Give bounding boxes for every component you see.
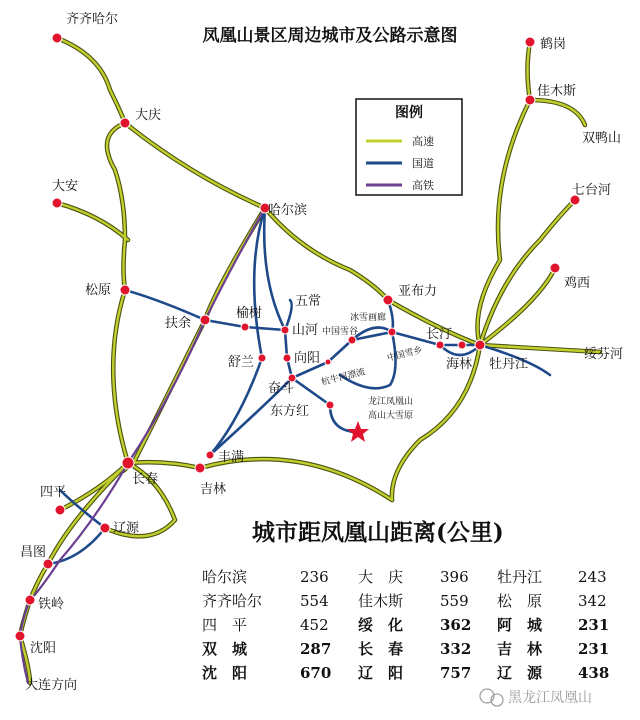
label-shenyang: 沈阳 xyxy=(30,641,57,656)
svg-text:452: 452 xyxy=(300,616,329,634)
city-marker-songyuan xyxy=(120,285,130,295)
label-fendou: 奋斗 xyxy=(268,381,295,396)
distance-row-5 xyxy=(201,664,609,682)
label-siping: 四平 xyxy=(40,485,67,500)
city-marker-jilin xyxy=(195,463,205,473)
svg-text:大 庆: 大 庆 xyxy=(358,568,404,586)
city-marker-daqing xyxy=(120,118,130,128)
svg-text:沈 阳: 沈 阳 xyxy=(202,664,248,682)
svg-text:332: 332 xyxy=(440,640,472,658)
spot-marker-piaoliu xyxy=(325,359,331,365)
city-marker-liaoyuan xyxy=(100,523,110,533)
label-shulan: 舒兰 xyxy=(228,355,255,370)
distance-row-4 xyxy=(202,640,609,658)
city-marker-shulan xyxy=(258,354,266,362)
svg-text:670: 670 xyxy=(300,664,332,682)
fenghuang-mountain-star xyxy=(347,421,369,442)
distance-row-3 xyxy=(202,616,609,634)
svg-text:吉 林: 吉 林 xyxy=(497,640,543,658)
svg-text:哈尔滨: 哈尔滨 xyxy=(202,568,248,586)
label-daan: 大安 xyxy=(52,179,79,194)
svg-text:342: 342 xyxy=(578,592,607,610)
label-changchun: 长春 xyxy=(132,472,159,487)
distance-row-2 xyxy=(202,592,607,610)
svg-text:231: 231 xyxy=(578,640,610,658)
svg-text:佳木斯: 佳木斯 xyxy=(358,592,404,610)
city-marker-yabuli xyxy=(383,295,393,305)
legend-rail-label: 高铁 xyxy=(412,179,434,192)
label-hegang: 鹤岗 xyxy=(540,37,567,52)
label-dalian: 大连方向 xyxy=(25,678,78,693)
watermark-text: 黑龙江凤凰山 xyxy=(508,690,592,706)
svg-text:长 春: 长 春 xyxy=(358,640,404,658)
svg-text:243: 243 xyxy=(578,568,607,586)
city-marker-jixi xyxy=(550,263,560,273)
city-marker-qiqihaer xyxy=(52,33,62,43)
svg-text:双 城: 双 城 xyxy=(202,640,248,658)
city-marker-changting xyxy=(436,341,444,349)
svg-text:396: 396 xyxy=(440,568,469,586)
svg-text:236: 236 xyxy=(300,568,329,586)
city-marker-jiamusi xyxy=(525,95,535,105)
label-haerbin: 哈尔滨 xyxy=(268,203,308,218)
svg-text:绥 化: 绥 化 xyxy=(358,616,404,634)
label-shanhe: 山河 xyxy=(292,323,319,338)
spot-marker-xuegu xyxy=(348,336,356,344)
city-marker-siping xyxy=(55,505,65,515)
svg-text:757: 757 xyxy=(440,664,472,682)
city-marker-shenyang xyxy=(15,631,25,641)
label-hailin: 海林 xyxy=(446,357,473,372)
svg-text:辽 阳: 辽 阳 xyxy=(358,664,404,682)
map-title: 凤凰山景区周边城市及公路示意图 xyxy=(202,26,458,46)
label-qiqihaer: 齐齐哈尔 xyxy=(66,12,119,27)
label-fenghuang-line2: 高山大雪原 xyxy=(368,411,414,421)
svg-text:287: 287 xyxy=(300,640,332,658)
label-fuyu: 扶余 xyxy=(165,316,192,331)
distance-table xyxy=(201,519,609,682)
label-fengman: 丰满 xyxy=(218,450,245,465)
label-xiangyang: 向阳 xyxy=(294,351,321,366)
city-marker-mudanjiang xyxy=(475,340,485,350)
label-qitaihe: 七台河 xyxy=(572,183,612,198)
city-marker-shanhe xyxy=(281,326,289,334)
city-marker-hailin xyxy=(458,341,466,349)
city-marker-yushu xyxy=(241,323,249,331)
distance-row-1 xyxy=(202,568,607,586)
svg-text:齐齐哈尔: 齐齐哈尔 xyxy=(202,592,263,610)
svg-text:牡丹江: 牡丹江 xyxy=(497,568,543,586)
distance-title: 城市距凤凰山距离(公里) xyxy=(252,519,504,546)
svg-text:辽 源: 辽 源 xyxy=(497,664,543,682)
city-marker-changtu xyxy=(43,559,53,569)
city-marker-dongfanghong xyxy=(326,401,334,409)
label-shuangyashan: 双鸭山 xyxy=(582,131,622,146)
svg-text:559: 559 xyxy=(440,592,469,610)
svg-text:231: 231 xyxy=(578,616,610,634)
label-jilin: 吉林 xyxy=(200,482,227,497)
legend xyxy=(356,99,462,195)
label-jiamusi: 佳木斯 xyxy=(537,84,577,99)
label-daqing: 大庆 xyxy=(135,108,162,123)
label-liaoyuan: 辽源 xyxy=(113,521,140,536)
svg-text:四 平: 四 平 xyxy=(202,616,248,634)
label-changtu: 昌图 xyxy=(20,545,47,560)
svg-text:554: 554 xyxy=(300,592,329,610)
label-songyuan: 松原 xyxy=(85,283,112,298)
city-marker-fengman xyxy=(206,451,214,459)
spot-marker-xuexiang xyxy=(388,328,396,336)
city-marker-changchun xyxy=(122,457,134,469)
city-labels xyxy=(20,12,623,693)
legend-national-label: 国道 xyxy=(412,157,434,170)
label-yushu: 榆树 xyxy=(236,306,263,321)
label-tieling: 铁岭 xyxy=(38,597,65,612)
svg-text:阿 城: 阿 城 xyxy=(497,616,543,634)
label-jixi: 鸡西 xyxy=(564,276,591,291)
legend-highway-label: 高速 xyxy=(412,135,434,148)
label-wuchang: 五常 xyxy=(295,294,322,309)
city-marker-fuyu xyxy=(200,315,210,325)
svg-text:438: 438 xyxy=(578,664,610,682)
watermark xyxy=(480,689,592,706)
label-xuegu: 中国雪谷 xyxy=(322,327,359,337)
label-fenghuang-line1: 龙江凤凰山 xyxy=(368,397,414,407)
label-xuexiang: 中国雪乡 xyxy=(386,345,424,364)
city-marker-daan xyxy=(52,198,62,208)
label-bingxue: 冰雪画廊 xyxy=(350,313,387,323)
svg-text:362: 362 xyxy=(440,616,472,634)
label-suifenhe: 绥芬河 xyxy=(584,347,624,362)
label-dongfanghong: 东方红 xyxy=(270,404,310,419)
label-changting: 长汀 xyxy=(426,327,453,342)
label-yabuli: 亚布力 xyxy=(398,284,438,299)
city-marker-tieling xyxy=(25,595,35,605)
legend-title: 图例 xyxy=(395,105,423,121)
label-piaoliu: 杭牛河漂流 xyxy=(320,367,367,388)
svg-text:松 原: 松 原 xyxy=(497,592,543,610)
city-marker-hegang xyxy=(525,37,535,47)
label-mudanjiang: 牡丹江 xyxy=(489,357,529,372)
city-marker-xiangyang xyxy=(283,354,291,362)
